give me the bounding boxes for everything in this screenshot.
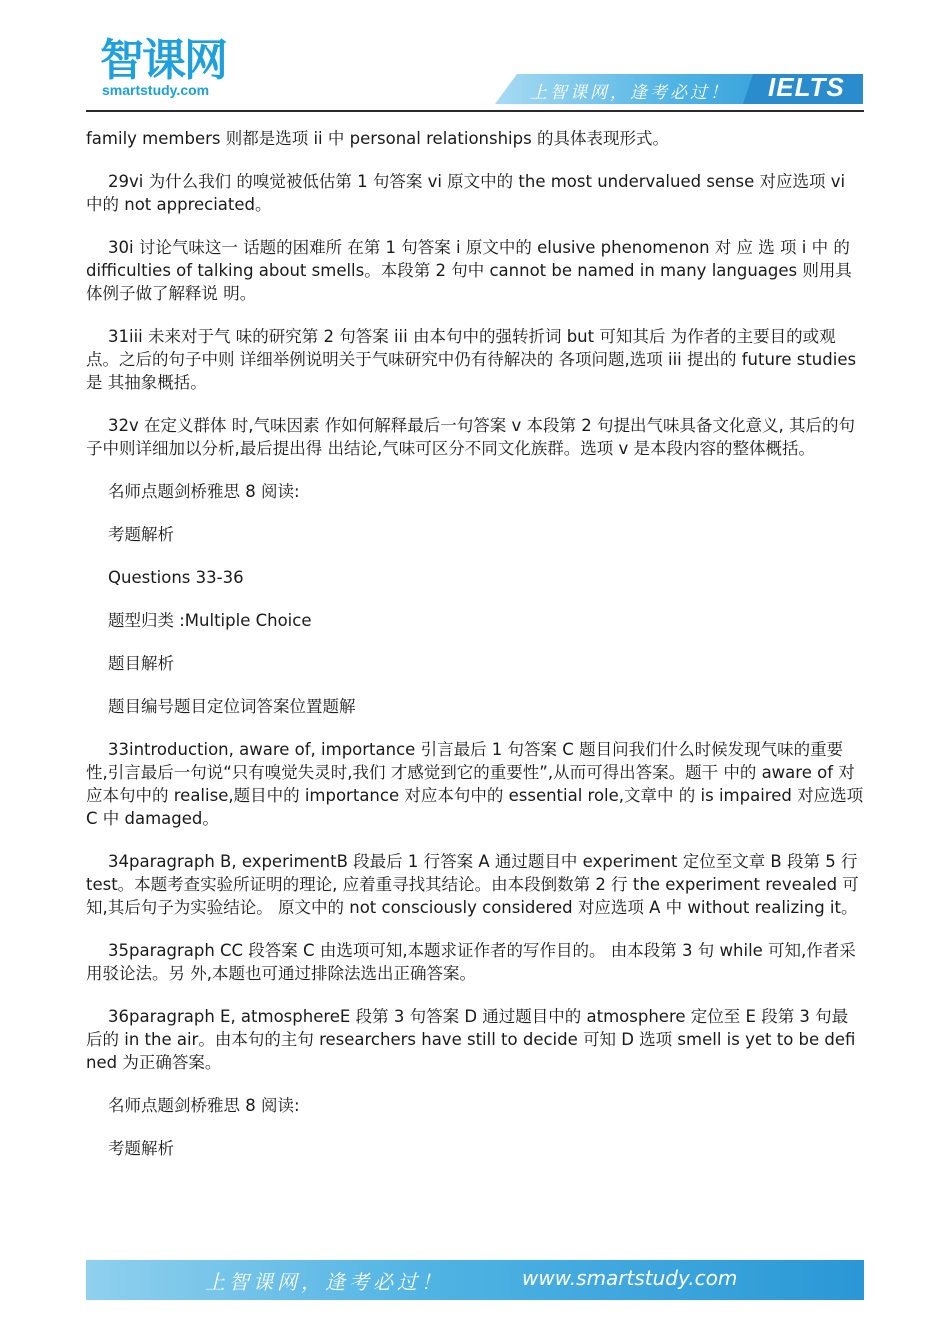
table-columns-line: 题目编号题目定位词答案位置题解 <box>108 697 356 716</box>
section-subheading: 考题解析 <box>108 1139 174 1158</box>
header-divider <box>86 110 864 112</box>
footer-website-link[interactable]: www.smartstudy.com <box>522 1266 738 1290</box>
analysis-heading: 题目解析 <box>108 654 174 673</box>
document-body <box>86 127 864 1180</box>
ielts-badge: IELTS <box>768 72 845 102</box>
footer-banner <box>86 1260 864 1300</box>
smartstudy-logo <box>100 36 250 106</box>
answer-31: 31iii 未来对于气 味的研究第 2 句答案 iii 由本句中的强转折词 but 可知其后 为作者的主要目的或观点。之后的句子中则 详细举例说明关于气味研究中仍有待解决的 各项问题,选项 iii 提出的 future studies 是 其抽象概括。 <box>86 327 857 392</box>
questions-range: Questions 33-36 <box>108 568 244 587</box>
answer-33: 33introduction, aware of, importance 引言最后 1 句答案 C 题目问我们什么时候发现气味的重要 性,引言最后一句说“只有嗅觉失灵时,我们 才感觉到它的重要性”,从而可得出答案。题干 中的 aware of 对应本句中的 realise,题目中的 importance 对应本句中的 essential role,文章中 的 is impaired 对应选项 C 中 damaged。 <box>86 740 864 828</box>
question-type: 题型归类 :Multiple Choice <box>108 611 312 630</box>
logo-chinese-text: 智课网 <box>100 35 226 86</box>
logo-domain-text: smartstudy.com <box>102 82 210 98</box>
paragraph-continuation: family members 则都是选项 ii 中 personal relationships 的具体表现形式。 <box>86 129 669 148</box>
answer-36: 36paragraph E, atmosphereE 段第 3 句答案 D 通过题目中的 atmosphere 定位至 E 段第 3 句最后的 in the air。由本句的主句 researchers have still to decide 可知 D 选项 smell is yet to be defined 为正确答案。 <box>86 1007 856 1072</box>
section-heading: 名师点题剑桥雅思 8 阅读: <box>108 482 300 501</box>
header-slogan: 上智课网，逢考必过！ <box>530 83 730 103</box>
answer-29: 29vi 为什么我们 的嗅觉被低估第 1 句答案 vi 原文中的 the most undervalued sense 对应选项 vi 中的 not appreciated。 <box>86 172 846 214</box>
answer-34: 34paragraph B, experimentB 段最后 1 行答案 A 通过题目中 experiment 定位至文章 B 段第 5 行 test。本题考查实验所证明的理论, 应着重寻找其结论。由本段倒数第 2 行 the experiment revealed 可知,其后句子为实验结论。 原文中的 not consciously considered 对应选项 A 中 without realizing it。 <box>86 852 859 917</box>
section-heading: 名师点题剑桥雅思 8 阅读: <box>108 1096 300 1115</box>
footer-slogan: 上智课网，逢考必过！ <box>205 1270 445 1294</box>
answer-30: 30i 讨论气味这一 话题的困难所 在第 1 句答案 i 原文中的 elusive phenomenon 对 应 选 项 i 中 的 difficulties of talking about smells。本段第 2 句中 cannot be named in many languages 则用具体例子做了解释说 明。 <box>86 238 852 303</box>
answer-35: 35paragraph CC 段答案 C 由选项可知,本题求证作者的写作目的。 由本段第 3 句 while 可知,作者采用驳论法。另 外,本题也可通过排除法选出正确答案。 <box>86 941 856 983</box>
answer-32: 32v 在定义群体 时,气味因素 作如何解释最后一句答案 v 本段第 2 句提出气味具备文化意义, 其后的句子中则详细加以分析,最后提出得 出结论,气味可区分不同文化族群。选项 v 是本段内容的整体概括。 <box>86 416 855 458</box>
section-subheading: 考题解析 <box>108 525 174 544</box>
